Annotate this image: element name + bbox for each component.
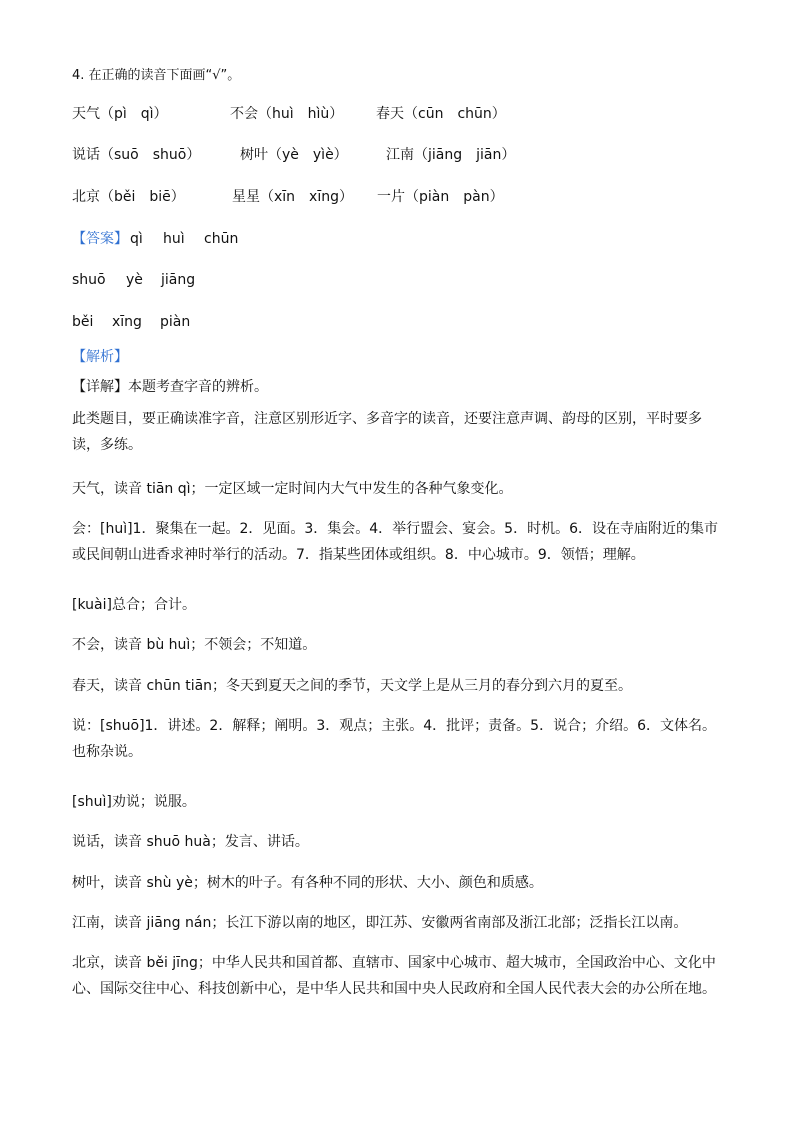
analysis-paragraph-2: 天气，读音 tiān qì；一定区域一定时间内大气中发生的各种气象变化。 (72, 481, 513, 497)
question-row3-item1: 北京（běi biē） (72, 189, 185, 205)
answer-line1-item1: qì (130, 231, 143, 247)
analysis-paragraph-12: 北京，读音 běi jīng；中华人民共和国首都、直辖市、国家中心城市、超大城市，全国政治中心、文化中心、国际交往中心、科技创新中心，是中华人民共和国中央人民政府和全国人民代表大会的办公所在地。 (72, 955, 716, 997)
question-row2-item3: 江南（jiāng jiān） (386, 147, 516, 163)
answer-line3-item3: piàn (160, 314, 191, 330)
analysis-paragraph-9: 说话，读音 shuō huà；发言、讲话。 (72, 834, 309, 850)
question-title: 4. 在正确的读音下面画“√”。 (72, 68, 241, 83)
analysis-label: 【解析】 (72, 349, 128, 365)
answer-line2-item3: jiāng (161, 272, 196, 288)
question-row3-item2: 星星（xīn xīng） (232, 189, 353, 205)
answer-label: 【答案】 (72, 231, 128, 247)
analysis-paragraph-7: 说：[shuō]1．讲述。2．解释；阐明。3．观点；主张。4．批评；责备。5．说合；介绍。6．文体名。也称杂说。 (72, 718, 716, 760)
answer-line3-item2: xīng (112, 314, 142, 330)
question-row1-item1: 天气（pì qì） (72, 106, 168, 122)
analysis-paragraph-3: 会：[huì]1．聚集在一起。2．见面。3．集会。4．举行盟会、宴会。5．时机。6．设在寺庙附近的集市或民间朝山进香求神时举行的活动。7．指某些团体或组织。8．中心城市。9．领悟；理解。 (72, 521, 719, 563)
analysis-paragraph-4: [kuài]总合；合计。 (72, 597, 196, 613)
answer-line2-item1: shuō (72, 272, 106, 288)
answer-line1-item2: huì (163, 231, 185, 247)
question-row1-item3: 春天（cūn chūn） (376, 106, 506, 122)
analysis-paragraph-10: 树叶，读音 shù yè；树木的叶子。有各种不同的形状、大小、颜色和质感。 (72, 875, 543, 891)
answer-line1-item3: chūn (204, 231, 239, 247)
analysis-paragraph-5: 不会，读音 bù huì；不领会；不知道。 (72, 637, 317, 653)
question-row2-item2: 树叶（yè yìè） (240, 147, 348, 163)
answer-line2-item2: yè (126, 272, 143, 288)
question-row2-item1: 说话（suō shuō） (72, 147, 201, 163)
answer-line3-item1: běi (72, 314, 94, 330)
analysis-paragraph-6: 春天，读音 chūn tiān；冬天到夏天之间的季节，天文学上是从三月的春分到六月的夏至。 (72, 678, 633, 694)
analysis-paragraph-11: 江南，读音 jiāng nán；长江下游以南的地区，即江苏、安徽两省南部及浙江北部；泛指长江以南。 (72, 915, 688, 931)
question-row1-item2: 不会（huì hìù） (230, 106, 344, 122)
analysis-paragraph-1: 此类题目，要正确读准字音，注意区别形近字、多音字的读音，还要注意声调、韵母的区别，平时要多读，多练。 (72, 411, 702, 453)
detail-line (72, 377, 268, 397)
analysis-paragraph-8: [shuì]劝说；说服。 (72, 794, 196, 810)
detail-label: 【详解】 (72, 379, 128, 395)
question-row3-item3: 一片（piàn pàn） (377, 189, 504, 205)
detail-text: 本题考查字音的辨析。 (128, 379, 268, 395)
